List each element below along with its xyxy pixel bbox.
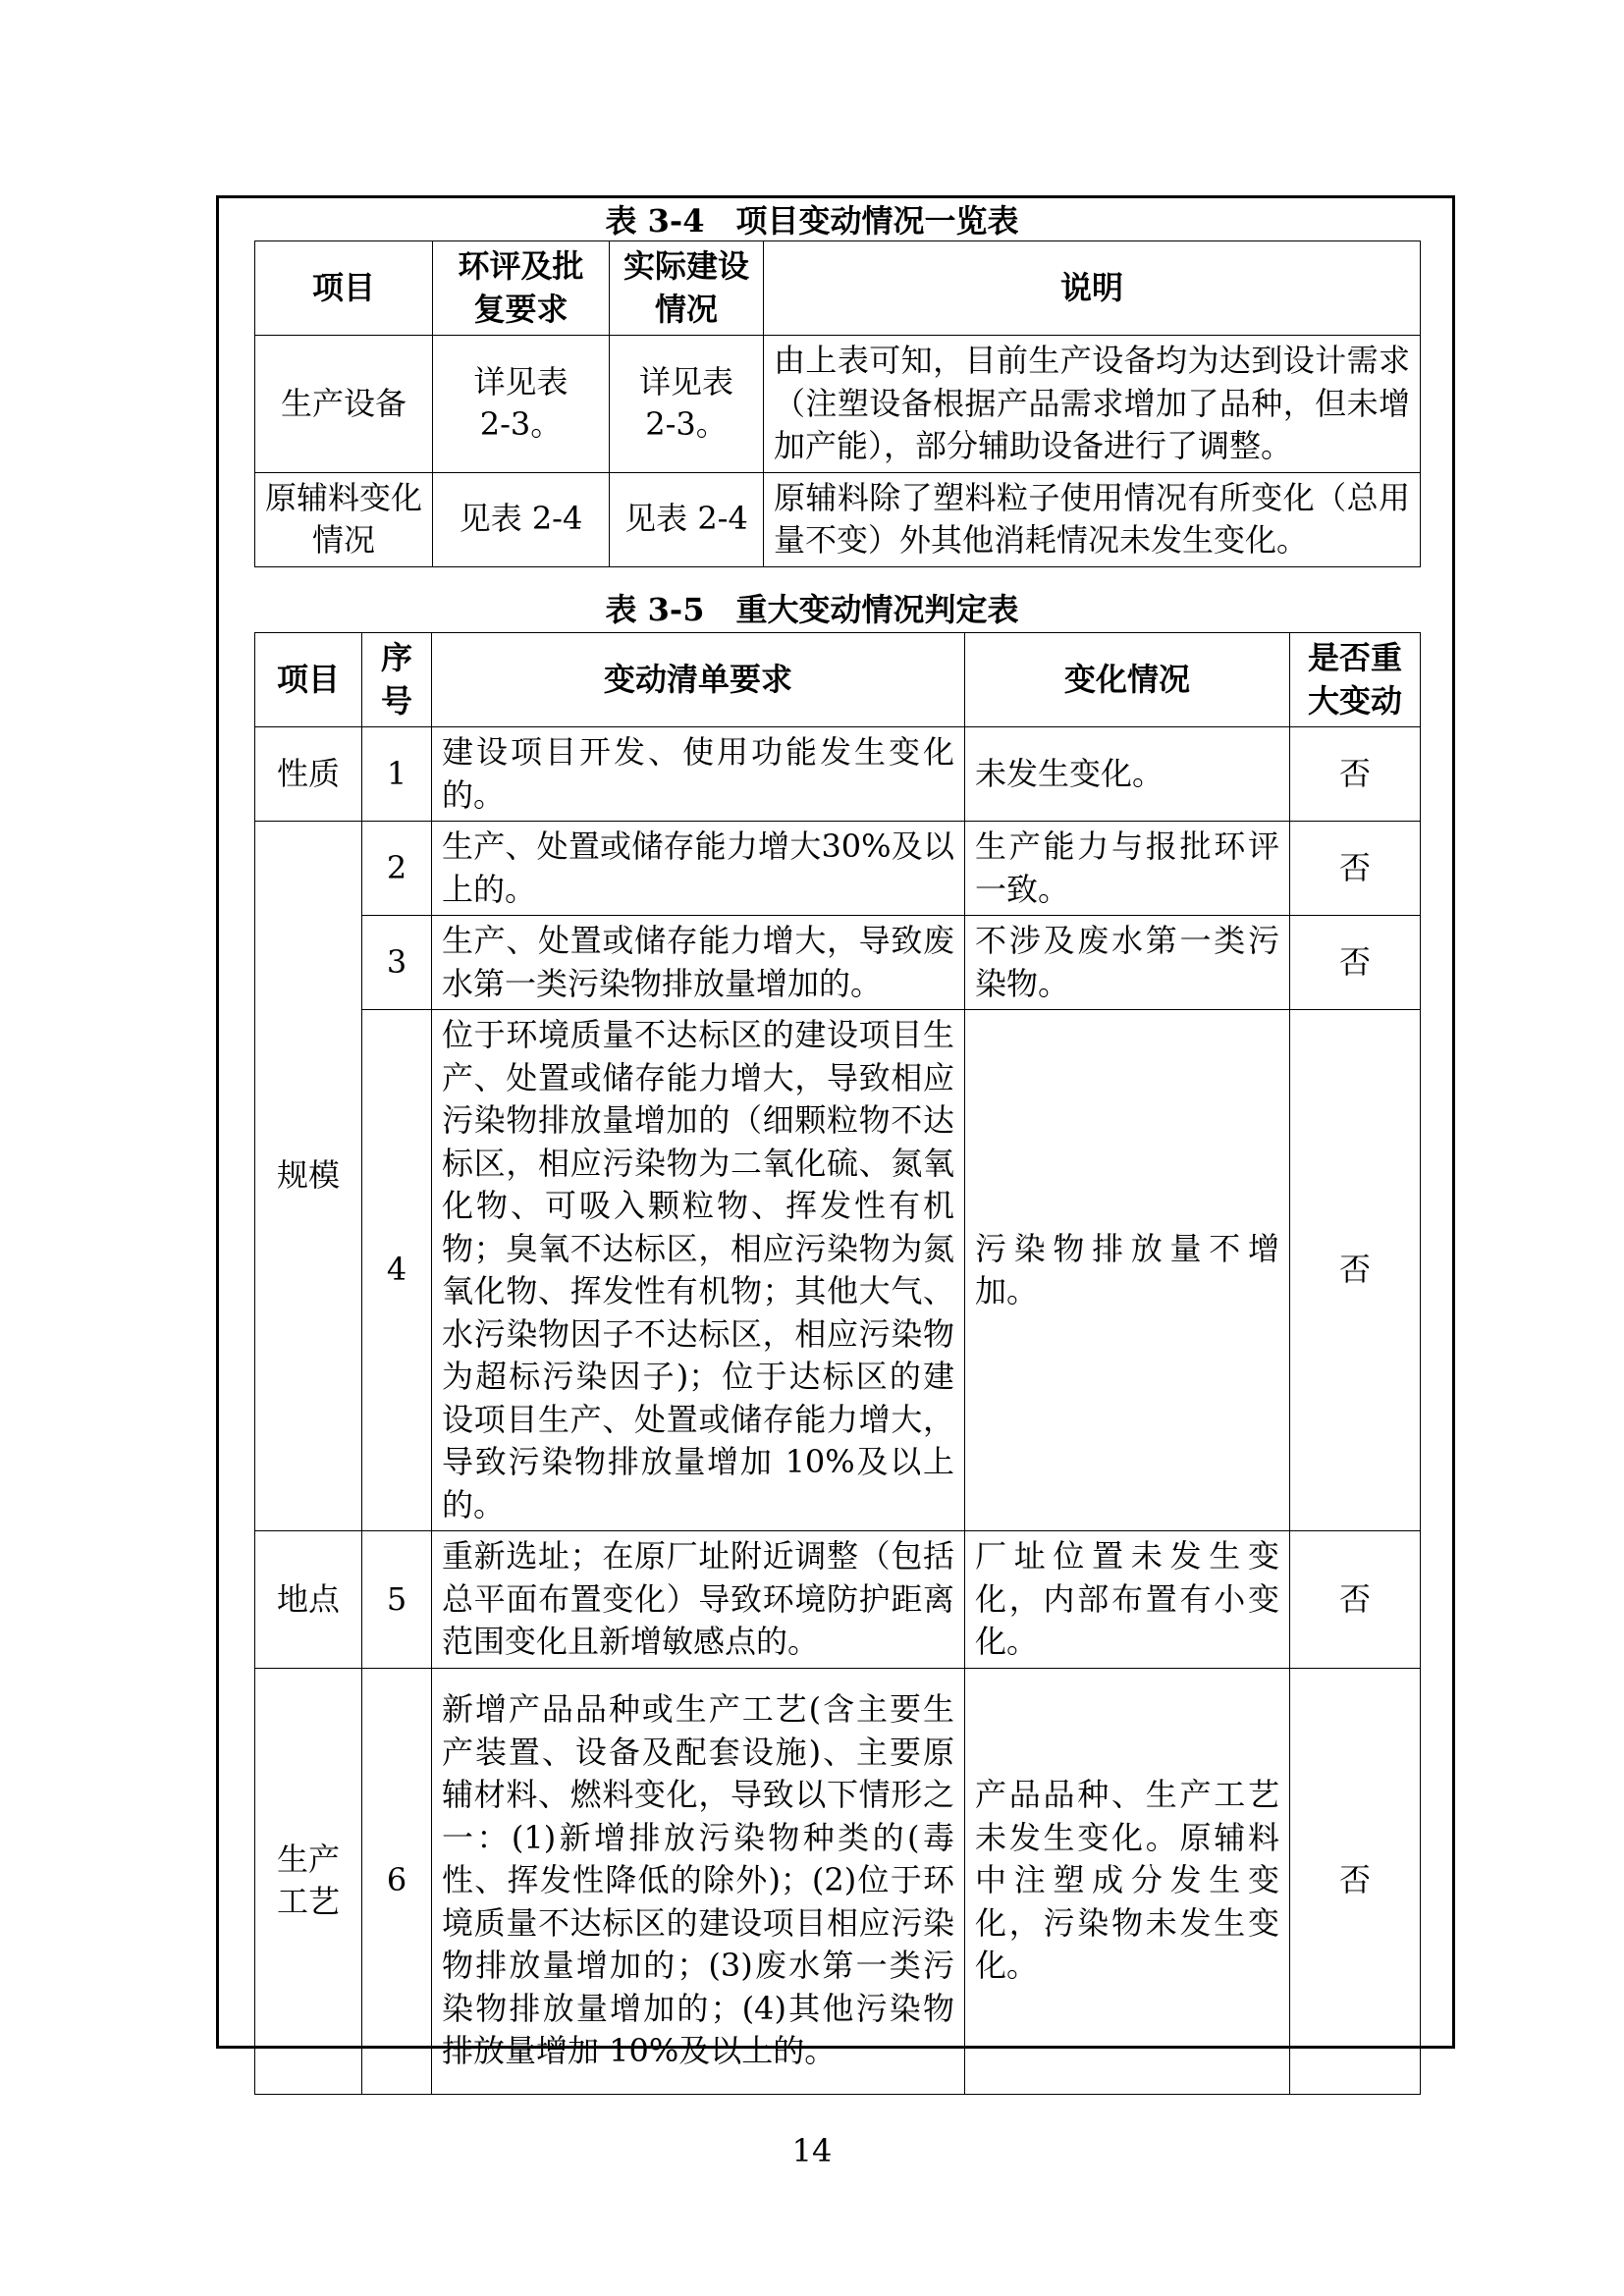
- cell: 原辅料变化情况: [255, 472, 433, 566]
- header-cell: 实际建设情况: [610, 241, 764, 336]
- table-row: [255, 822, 1421, 916]
- major-change-cell: 否: [1290, 1531, 1421, 1669]
- change-cell: 生产能力与报批环评一致。: [965, 822, 1290, 916]
- header-cell: 说明: [764, 241, 1421, 336]
- header-cell: 变动清单要求: [432, 633, 965, 727]
- header-cell: 项目: [255, 633, 362, 727]
- row-number: 4: [362, 1010, 432, 1531]
- requirement-cell: 生产、处置或储存能力增大30%及以上的。: [432, 822, 965, 916]
- table-row: [255, 472, 1421, 566]
- table-row: [255, 1531, 1421, 1669]
- table-header-row: [255, 241, 1421, 336]
- cell: 原辅料除了塑料粒子使用情况有所变化（总用量不变）外其他消耗情况未发生变化。: [764, 472, 1421, 566]
- major-change-cell: 否: [1290, 1668, 1421, 2094]
- major-change-cell: 否: [1290, 916, 1421, 1010]
- group-cell: 生产工艺: [255, 1668, 362, 2094]
- row-number: 1: [362, 727, 432, 822]
- requirement-cell: 位于环境质量不达标区的建设项目生产、处置或储存能力增大，导致相应污染物排放量增加的（细颗粒物不达标区，相应污染物为二氧化硫、氮氧化物、可吸入颗粒物、挥发性有机物；臭氧不达标区，相应污染物为氮氧化物、挥发性有机物；其他大气、水污染物因子不达标区，相应污染物为超标污染因子)；位于达标区的建设项目生产、处置或储存能力增大，导致污染物排放量增加 10%及以上的。: [432, 1010, 965, 1531]
- requirement-cell: 生产、处置或储存能力增大，导致废水第一类污染物排放量增加的。: [432, 916, 965, 1010]
- requirement-cell: 重新选址；在原厂址附近调整（包括总平面布置变化）导致环境防护距离范围变化且新增敏感点的。: [432, 1531, 965, 1669]
- row-number: 6: [362, 1668, 432, 2094]
- table-row: [255, 916, 1421, 1010]
- header-cell: 变化情况: [965, 633, 1290, 727]
- group-cell: 地点: [255, 1531, 362, 1669]
- major-change-cell: 否: [1290, 822, 1421, 916]
- row-number: 5: [362, 1531, 432, 1669]
- cell: 见表 2-4: [433, 472, 610, 566]
- header-cell: 是否重大变动: [1290, 633, 1421, 727]
- row-number: 3: [362, 916, 432, 1010]
- page-number: 14: [791, 2132, 833, 2169]
- table-row: [255, 336, 1421, 473]
- table-row: [255, 727, 1421, 822]
- cell: 见表 2-4: [610, 472, 764, 566]
- table-row: [255, 1010, 1421, 1531]
- cell: 详见表2-3。: [610, 336, 764, 473]
- cell: 详见表2-3。: [433, 336, 610, 473]
- table-3-4-caption: 表 3-4 项目变动情况一览表: [605, 202, 1019, 240]
- group-cell: 性质: [255, 727, 362, 822]
- major-change-cell: 否: [1290, 1010, 1421, 1531]
- table-3-5-caption: 表 3-5 重大变动情况判定表: [605, 591, 1019, 628]
- table-3-5: [254, 632, 1421, 2095]
- table-3-4: [254, 240, 1421, 567]
- header-cell: 序号: [362, 633, 432, 727]
- major-change-cell: 否: [1290, 727, 1421, 822]
- header-cell: 环评及批复要求: [433, 241, 610, 336]
- change-cell: 产品品种、生产工艺未发生变化。原辅料中注塑成分发生变化，污染物未发生变化。: [965, 1668, 1290, 2094]
- cell: 由上表可知，目前生产设备均为达到设计需求（注塑设备根据产品需求增加了品种，但未增加产能），部分辅助设备进行了调整。: [764, 336, 1421, 473]
- change-cell: 厂址位置未发生变化，内部布置有小变化。: [965, 1531, 1290, 1669]
- table-header-row: [255, 633, 1421, 727]
- requirement-cell: 建设项目开发、使用功能发生变化的。: [432, 727, 965, 822]
- requirement-cell: 新增产品品种或生产工艺(含主要生产装置、设备及配套设施)、主要原辅材料、燃料变化，导致以下情形之一：(1)新增排放污染物种类的(毒性、挥发性降低的除外)；(2)位于环境质量不达标区的建设项目相应污染物排放量增加的；(3)废水第一类污染物排放量增加的；(4)其他污染物排放量增加 10%及以上的。: [432, 1668, 965, 2094]
- row-number: 2: [362, 822, 432, 916]
- change-cell: 不涉及废水第一类污染物。: [965, 916, 1290, 1010]
- group-cell: 规模: [255, 822, 362, 1531]
- cell: 生产设备: [255, 336, 433, 473]
- header-cell: 项目: [255, 241, 433, 336]
- change-cell: 未发生变化。: [965, 727, 1290, 822]
- table-row: [255, 1668, 1421, 2094]
- change-cell: 污染物排放量不增加。: [965, 1010, 1290, 1531]
